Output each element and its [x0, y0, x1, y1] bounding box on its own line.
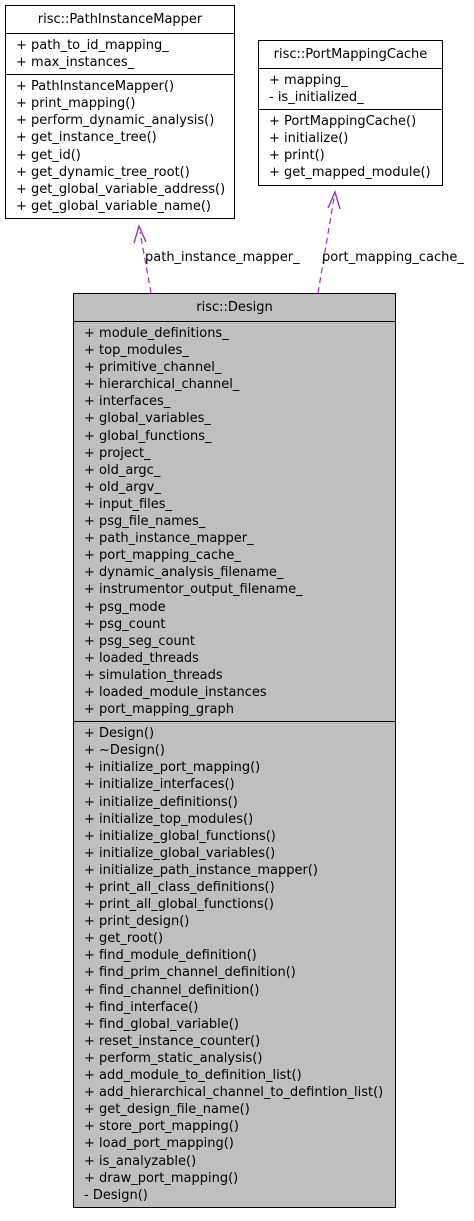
- method-item: - Design(): [84, 1187, 148, 1203]
- attribute-item: + loaded_threads: [84, 650, 199, 666]
- method-item: + get_instance_tree(): [16, 130, 157, 146]
- method-item: + get_global_variable_address(): [16, 181, 226, 197]
- method-item: + initialize_port_mapping(): [84, 760, 261, 776]
- method-item: + print_all_class_definitions(): [84, 880, 275, 895]
- attribute-item: + old_argv_: [84, 479, 161, 495]
- method-item: + get_mapped_module(): [269, 165, 431, 181]
- method-item: + print(): [269, 148, 325, 164]
- attribute-item: + simulation_threads: [84, 667, 223, 683]
- attribute-item: + project_: [84, 445, 151, 461]
- method-item: + draw_port_mapping(): [84, 1170, 239, 1186]
- class-name: risc::Design: [74, 294, 395, 322]
- edge-port-mapping-cache: [318, 192, 340, 293]
- method-item: + ~Design(): [84, 743, 165, 759]
- attribute-item: + psg_file_names_: [84, 514, 206, 530]
- method-item: + load_port_mapping(): [84, 1136, 234, 1152]
- method-item: + initialize_global_functions(): [84, 828, 276, 844]
- attribute-item: + global_functions_: [84, 428, 212, 444]
- method-item: + initialize_top_modules(): [84, 811, 254, 827]
- method-list: [74, 721, 395, 1207]
- method-item: + perform_dynamic_analysis(): [16, 113, 215, 129]
- method-item: + add_hierarchical_channel_to_defintion_list(): [84, 1085, 384, 1101]
- method-item: + add_module_to_definition_list(): [84, 1068, 302, 1084]
- method-item: + print_mapping(): [16, 96, 136, 112]
- attribute-item: + global_variables_: [84, 411, 211, 427]
- attribute-item: - is_initialized_: [269, 90, 364, 106]
- attribute-item: + instrumentor_output_filename_: [84, 582, 303, 598]
- method-item: + is_analyzable(): [84, 1153, 197, 1169]
- attribute-item: + port_mapping_cache_: [84, 548, 241, 564]
- method-item: + initialize_path_instance_mapper(): [84, 862, 318, 878]
- method-item: + find_global_variable(): [84, 1016, 239, 1032]
- method-item: + get_global_variable_name(): [16, 198, 211, 214]
- edge-label-port-mapping-cache: port_mapping_cache_: [322, 250, 464, 265]
- arrowhead-icon: [134, 226, 146, 243]
- attribute-item: + mapping_: [269, 73, 348, 88]
- attribute-item: + interfaces_: [84, 394, 171, 410]
- attribute-item: + psg_count: [84, 616, 166, 632]
- class-name: risc::PortMappingCache: [259, 41, 442, 69]
- attribute-item: + max_instances_: [16, 55, 135, 71]
- attribute-item: + psg_mode: [84, 599, 166, 615]
- method-item: + find_interface(): [84, 999, 199, 1015]
- method-item: + print_all_global_functions(): [84, 897, 274, 913]
- method-item: + find_module_definition(): [84, 948, 257, 964]
- method-item: + print_design(): [84, 914, 190, 930]
- class-design: [73, 293, 396, 1208]
- attribute-item: + top_modules_: [84, 343, 189, 359]
- attribute-item: + path_to_id_mapping_: [16, 38, 169, 53]
- edge-label-path-instance-mapper: path_instance_mapper_: [145, 250, 300, 265]
- attribute-item: + loaded_module_instances: [84, 684, 267, 700]
- method-item: + initialize(): [269, 131, 349, 147]
- attribute-item: + module_definitions_: [84, 326, 229, 341]
- method-item: + perform_static_analysis(): [84, 1050, 263, 1066]
- attribute-item: + old_argc_: [84, 462, 161, 478]
- attribute-item: + input_files_: [84, 496, 173, 512]
- class-port-mapping-cache: [258, 40, 443, 186]
- attribute-item: + hierarchical_channel_: [84, 377, 240, 393]
- method-item: + Design(): [84, 726, 155, 742]
- method-item: + store_port_mapping(): [84, 1119, 239, 1135]
- attribute-list: [74, 322, 395, 721]
- attribute-item: + psg_seg_count: [84, 633, 196, 649]
- attribute-item: + dynamic_analysis_filename_: [84, 565, 284, 581]
- method-list: [6, 74, 234, 218]
- attribute-item: + primitive_channel_: [84, 360, 222, 376]
- class-name: risc::PathInstanceMapper: [6, 6, 234, 34]
- attribute-item: + port_mapping_graph: [84, 702, 234, 718]
- method-list: [259, 109, 442, 184]
- method-item: + get_root(): [84, 931, 164, 947]
- method-item: + get_design_file_name(): [84, 1102, 250, 1118]
- method-item: + find_prim_channel_definition(): [84, 965, 296, 981]
- method-item: + initialize_interfaces(): [84, 777, 235, 793]
- method-item: + get_dynamic_tree_root(): [16, 164, 190, 180]
- method-item: + find_channel_definition(): [84, 982, 260, 998]
- method-item: + get_id(): [16, 147, 81, 163]
- method-item: + initialize_global_variables(): [84, 845, 276, 861]
- attribute-list: [259, 69, 442, 109]
- method-item: + reset_instance_counter(): [84, 1033, 261, 1049]
- method-item: + PathInstanceMapper(): [16, 79, 175, 95]
- method-item: + PortMappingCache(): [269, 114, 417, 130]
- class-path-instance-mapper: [5, 5, 235, 219]
- attribute-item: + path_instance_mapper_: [84, 531, 254, 547]
- attribute-list: [6, 34, 234, 74]
- method-item: + initialize_definitions(): [84, 794, 238, 810]
